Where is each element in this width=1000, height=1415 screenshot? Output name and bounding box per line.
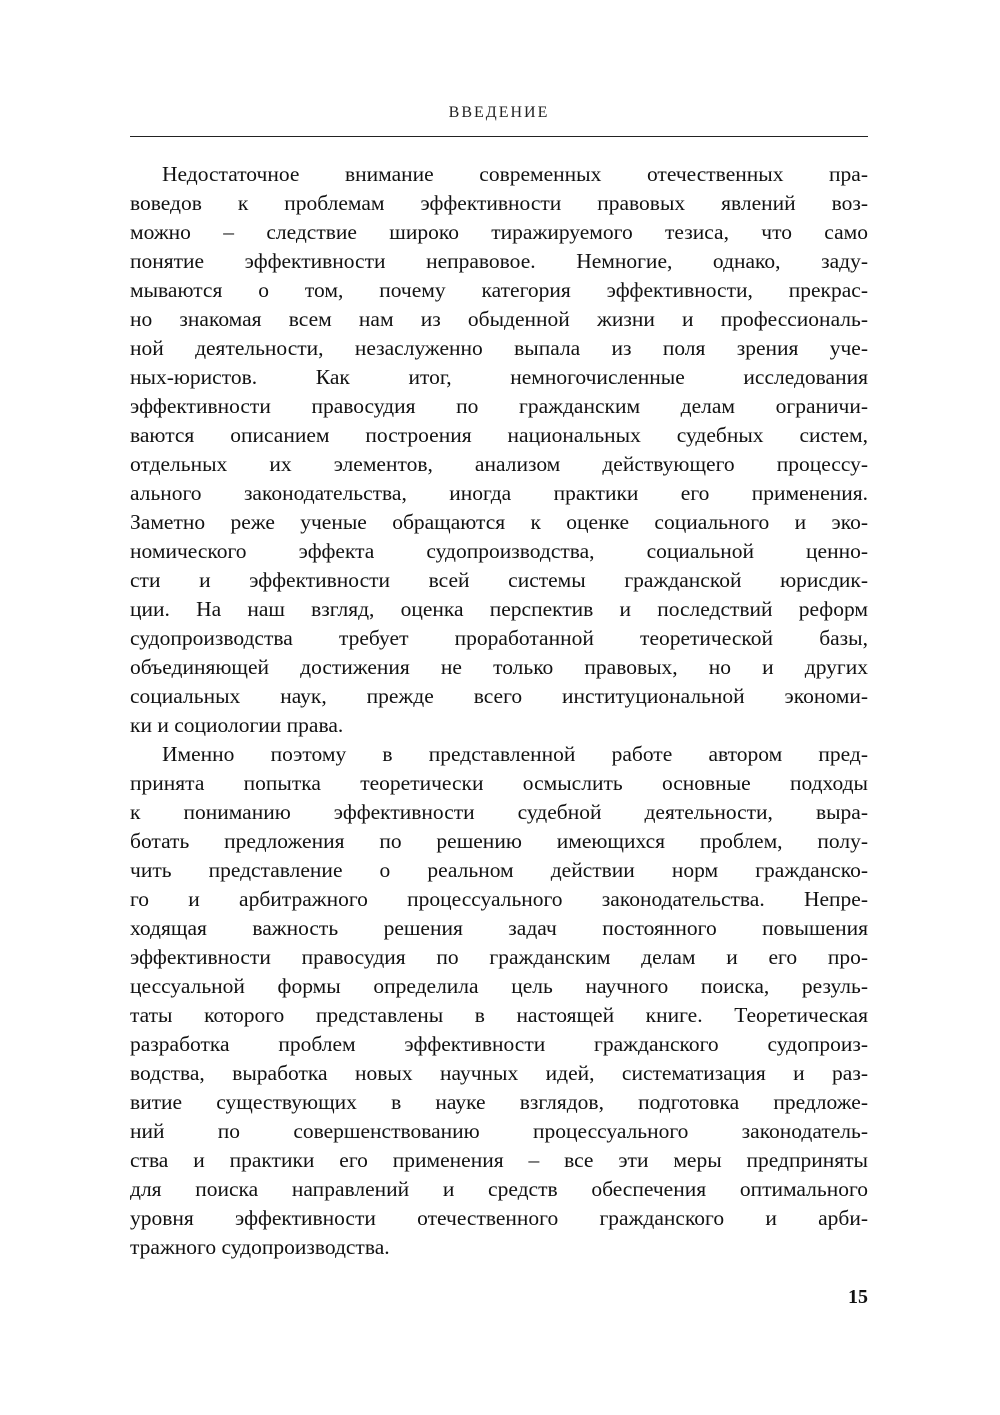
- text-line: судопроизводства требует проработанной теоретической базы,: [130, 626, 868, 650]
- text-line: эффективности правосудия по гражданским делам ограничи-: [130, 394, 868, 418]
- text-line: отдельных их элементов, анализом действующего процессу-: [130, 452, 868, 476]
- text-line: таты которого представлены в настоящей книге. Теоретическая: [130, 1003, 868, 1027]
- page-number: 15: [848, 1286, 868, 1308]
- text-line: ботать предложения по решению имеющихся проблем, полу-: [130, 829, 868, 853]
- text-line: объединяющей достижения не только правовых, но и других: [130, 655, 868, 679]
- text-line: ных-юристов. Как итог, немногочисленные исследования: [130, 365, 868, 389]
- text-line: уровня эффективности отечественного гражданского и арби-: [130, 1206, 868, 1230]
- text-line: ства и практики его применения – все эти меры предприняты: [130, 1148, 868, 1172]
- text-line: ваются описанием построения национальных судебных систем,: [130, 423, 868, 447]
- header-rule: [130, 136, 868, 137]
- text-line: понятие эффективности неправовое. Немногие, однако, заду-: [130, 249, 868, 273]
- text-line: мываются о том, почему категория эффективности, прекрас-: [130, 278, 868, 302]
- text-line: для поиска направлений и средств обеспечения оптимального: [130, 1177, 868, 1201]
- text-line: сти и эффективности всей системы гражданской юрисдик-: [130, 568, 868, 592]
- text-line: воведов к проблемам эффективности правовых явлений воз-: [130, 191, 868, 215]
- text-line: ального законодательства, иногда практики его применения.: [130, 481, 868, 505]
- text-line: го и арбитражного процессуального законодательства. Непре-: [130, 887, 868, 911]
- text-line: тражного судопроизводства.: [130, 1235, 390, 1259]
- text-line: ной деятельности, незаслуженно выпала из поля зрения уче-: [130, 336, 868, 360]
- body-text: [130, 160, 868, 1262]
- text-line: можно – следствие широко тиражируемого тезиса, что само: [130, 220, 868, 244]
- text-line: эффективности правосудия по гражданским делам и его про-: [130, 945, 868, 969]
- text-line: ции. На наш взгляд, оценка перспектив и последствий реформ: [130, 597, 868, 621]
- text-line: Заметно реже ученые обращаются к оценке социального и эко-: [130, 510, 868, 534]
- running-head: ВВЕДЕНИЕ: [448, 104, 550, 121]
- text-line: цессуальной формы определила цель научного поиска, резуль-: [130, 974, 868, 998]
- text-line: социальных наук, прежде всего институциональной экономи-: [130, 684, 868, 708]
- text-line: Именно поэтому в представленной работе автором пред-: [162, 742, 868, 766]
- text-line: водства, выработка новых научных идей, систематизация и раз-: [130, 1061, 868, 1085]
- text-line: Недостаточное внимание современных отечественных пра-: [162, 162, 868, 186]
- text-line: номического эффекта судопроизводства, социальной ценно-: [130, 539, 868, 563]
- text-line: разработка проблем эффективности гражданского судопроиз-: [130, 1032, 868, 1056]
- text-line: к пониманию эффективности судебной деятельности, выра-: [130, 800, 868, 824]
- text-line: принята попытка теоретически осмыслить основные подходы: [130, 771, 868, 795]
- text-line: но знакомая всем нам из обыденной жизни и профессиональ-: [130, 307, 868, 331]
- text-line: витие существующих в науке взглядов, подготовка предложе-: [130, 1090, 868, 1114]
- text-line: ходящая важность решения задач постоянного повышения: [130, 916, 868, 940]
- text-line: чить представление о реальном действии норм гражданско-: [130, 858, 868, 882]
- text-line: ний по совершенствованию процессуального законодатель-: [130, 1119, 868, 1143]
- text-line: ки и социологии права.: [130, 713, 344, 737]
